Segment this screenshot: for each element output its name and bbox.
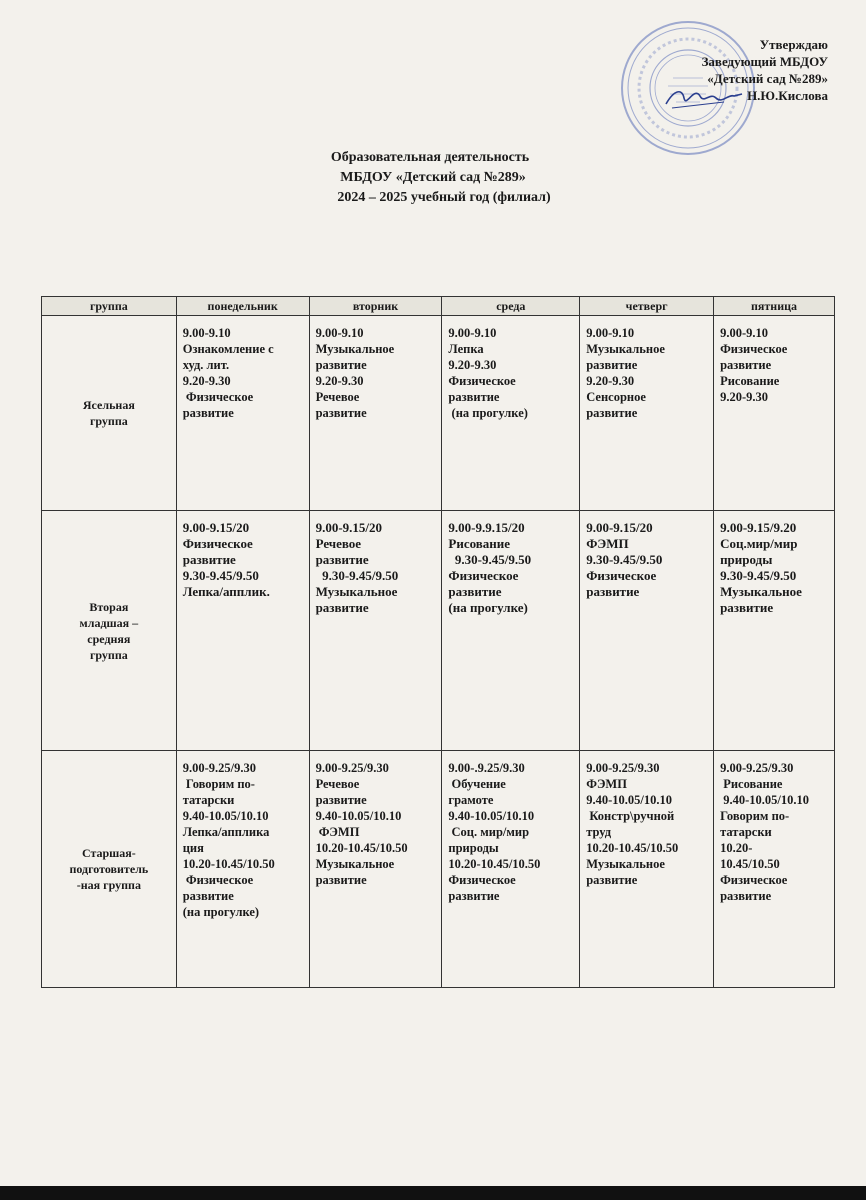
activity-line: 9.00-9.25/9.30 <box>182 761 256 775</box>
table-row <box>42 316 835 511</box>
activity-line: Соц. мир/мир <box>448 825 530 839</box>
table-row <box>42 751 835 988</box>
schedule-cell-monday <box>176 316 309 511</box>
schedule-cell-friday <box>714 316 835 511</box>
activity-line: 9.30-9.45/9.50 <box>315 568 399 583</box>
activity-line: 9.20-9.30 <box>586 374 635 388</box>
activity-line: развитие <box>448 390 500 404</box>
activity-line: 9.40-10.05/10.10 <box>182 809 269 823</box>
activity-line: 9.00-9.15/20 <box>586 520 653 535</box>
activity-line: Музыкальное <box>720 584 802 599</box>
activity-line: 9.00-9.15/9.20 <box>720 520 797 535</box>
activity-line: 9.40-10.05/10.10 <box>315 809 402 823</box>
group-name-cell <box>42 316 177 511</box>
activity-line: развитие <box>448 584 502 599</box>
activity-line: Музыкальное <box>586 342 665 356</box>
activity-line: 9.00-9.10 <box>720 326 768 340</box>
activity-line: 9.00-.9.25/9.30 <box>448 761 525 775</box>
approval-line: Н.Ю.Кислова <box>747 88 828 103</box>
activity-line: татарски <box>720 825 772 839</box>
activity-line: 10.20-10.45/10.50 <box>315 841 408 855</box>
activity-line: Музыкальное <box>315 342 395 356</box>
activity-line: развитие <box>720 358 772 372</box>
activity-line: природы <box>720 552 773 567</box>
activity-line: 9.00-9.25/9.30 <box>315 761 389 775</box>
group-name-line: Ясельная <box>82 398 135 412</box>
activity-line: развитие <box>586 406 638 420</box>
activity-line: Сенсорное <box>586 390 646 404</box>
group-name-cell <box>42 751 177 988</box>
activity-line: Рисование <box>448 536 511 551</box>
activity-line: Обучение <box>448 777 506 791</box>
activity-line: 10.20- <box>720 841 753 855</box>
title-line: Образовательная деятельность <box>330 150 530 165</box>
header-friday: пятница <box>714 297 835 316</box>
activity-line: развитие <box>720 889 772 903</box>
activity-line: Констр\ручной <box>586 809 675 823</box>
schedule-cell-tuesday <box>309 316 442 511</box>
activity-line: татарски <box>182 793 235 807</box>
activity-line: ФЭМП <box>586 536 629 551</box>
group-name-line: младшая – <box>79 615 139 630</box>
activity-line: 9.00-9.10 <box>586 326 635 340</box>
schedule-cell-monday <box>176 511 309 751</box>
activity-line: развитие <box>315 600 369 615</box>
activity-line: 9.00-9.10 <box>315 326 364 340</box>
activity-line: развитие <box>182 552 236 567</box>
activity-line: развитие <box>315 552 369 567</box>
activity-line: 9.40-10.05/10.10 <box>586 793 672 807</box>
activity-line: 9.00-9.15/20 <box>315 520 383 535</box>
activity-line: Физическое <box>448 568 519 583</box>
activity-line: грамоте <box>448 793 494 807</box>
schedule-cell-wednesday <box>442 751 580 988</box>
activity-line: 10.45/10.50 <box>720 857 780 871</box>
activity-line: 9.20-9.30 <box>720 390 768 404</box>
group-name-line: группа <box>89 647 128 662</box>
activity-line: природы <box>448 841 499 855</box>
group-name-line: подготовитель <box>69 862 149 876</box>
activity-line: Речевое <box>315 390 360 404</box>
activity-line: труд <box>586 825 612 839</box>
scan-edge <box>0 1186 866 1200</box>
title-line: 2024 – 2025 учебный год (филиал) <box>337 190 551 205</box>
activity-line: Лепка/апплика <box>182 825 270 839</box>
activity-line: Физическое <box>586 568 657 583</box>
schedule-cell-friday <box>714 751 835 988</box>
activity-line: развитие <box>315 793 367 807</box>
header-group: группа <box>42 297 177 316</box>
activity-line: развитие <box>315 873 367 887</box>
header-monday: понедельник <box>176 297 309 316</box>
activity-line: (на прогулке) <box>448 600 528 615</box>
activity-line: развитие <box>586 584 640 599</box>
title-line: МБДОУ «Детский сад №289» <box>340 170 526 185</box>
activity-line: Рисование <box>720 374 780 388</box>
schedule-cell-tuesday <box>309 511 442 751</box>
activity-line: 9.40-10.05/10.10 <box>448 809 535 823</box>
schedule-cell-friday <box>714 511 835 751</box>
activity-line: Физическое <box>182 536 253 551</box>
activity-line: худ. лит. <box>182 358 230 372</box>
approval-block <box>702 36 828 104</box>
activity-line: 10.20-10.45/10.50 <box>586 841 679 855</box>
activity-line: развитие <box>586 873 638 887</box>
group-name-line: Вторая <box>89 599 129 614</box>
header-thursday: четверг <box>580 297 714 316</box>
approval-line: Заведующий МБДОУ <box>701 54 828 69</box>
activity-line: Говорим по- <box>720 809 790 823</box>
activity-line: Говорим по- <box>182 777 255 791</box>
activity-line: 9.00-9.10 <box>182 326 231 340</box>
activity-line: Речевое <box>315 536 362 551</box>
schedule-cell-wednesday <box>442 316 580 511</box>
activity-line: Физическое <box>182 873 254 887</box>
activity-line: 9.20-9.30 <box>182 374 231 388</box>
group-name-line: группа <box>89 414 128 428</box>
activity-line: развитие <box>182 406 234 420</box>
group-name-line: средняя <box>87 631 131 646</box>
activity-line: 9.00-9.25/9.30 <box>586 761 660 775</box>
activity-line: развитие <box>182 889 234 903</box>
schedule-table <box>41 296 835 988</box>
activity-line: (на прогулке) <box>448 406 528 420</box>
activity-line: Музыкальное <box>315 857 395 871</box>
schedule-cell-tuesday <box>309 751 442 988</box>
group-name-cell <box>42 511 177 751</box>
activity-line: Физическое <box>720 873 788 887</box>
activity-line: 9.40-10.05/10.10 <box>720 793 809 807</box>
activity-line: ция <box>182 841 204 855</box>
header-tuesday: вторник <box>309 297 442 316</box>
activity-line: Музыкальное <box>315 584 398 599</box>
activity-line: Физическое <box>448 374 516 388</box>
activity-line: 10.20-10.45/10.50 <box>182 857 275 871</box>
activity-line: 9.30-9.45/9.50 <box>448 552 532 567</box>
activity-line: Лепка/апплик. <box>182 584 270 599</box>
approval-line: «Детский сад №289» <box>707 71 828 86</box>
activity-line: Физическое <box>720 342 788 356</box>
activity-line: 9.00-9.9.15/20 <box>448 520 525 535</box>
schedule-cell-thursday <box>580 751 714 988</box>
activity-line: развитие <box>315 406 367 420</box>
activity-line: 9.00-9.10 <box>448 326 497 340</box>
activity-line: развитие <box>315 358 367 372</box>
activity-line: 9.00-9.25/9.30 <box>720 761 794 775</box>
schedule-cell-wednesday <box>442 511 580 751</box>
activity-line: Речевое <box>315 777 360 791</box>
group-name-line: Старшая- <box>81 846 136 860</box>
approval-line: Утверждаю <box>759 37 828 52</box>
activity-line: Физическое <box>448 873 516 887</box>
table-row <box>42 511 835 751</box>
document-title <box>0 148 866 208</box>
activity-line: 9.20-9.30 <box>315 374 364 388</box>
activity-line: 10.20-10.45/10.50 <box>448 857 541 871</box>
activity-line: 9.00-9.15/20 <box>182 520 250 535</box>
header-wednesday: среда <box>442 297 580 316</box>
table-header-row <box>42 297 835 316</box>
activity-line: Физическое <box>182 390 254 404</box>
activity-line: Лепка <box>448 342 484 356</box>
activity-line: ФЭМП <box>315 825 360 839</box>
activity-line: 9.30-9.45/9.50 <box>182 568 259 583</box>
activity-line: Соц.мир/мир <box>720 536 798 551</box>
activity-line: развитие <box>720 600 774 615</box>
schedule-cell-thursday <box>580 316 714 511</box>
activity-line: Ознакомление с <box>182 342 274 356</box>
activity-line: развитие <box>448 889 500 903</box>
group-name-line: -ная группа <box>76 878 141 892</box>
activity-line: ФЭМП <box>586 777 627 791</box>
activity-line: Музыкальное <box>586 857 665 871</box>
activity-line: 9.30-9.45/9.50 <box>720 568 797 583</box>
activity-line: 9.30-9.45/9.50 <box>586 552 663 567</box>
schedule-cell-monday <box>176 751 309 988</box>
activity-line: Рисование <box>720 777 783 791</box>
schedule-cell-thursday <box>580 511 714 751</box>
activity-line: (на прогулке) <box>182 905 260 919</box>
activity-line: развитие <box>586 358 638 372</box>
activity-line: 9.20-9.30 <box>448 358 497 372</box>
